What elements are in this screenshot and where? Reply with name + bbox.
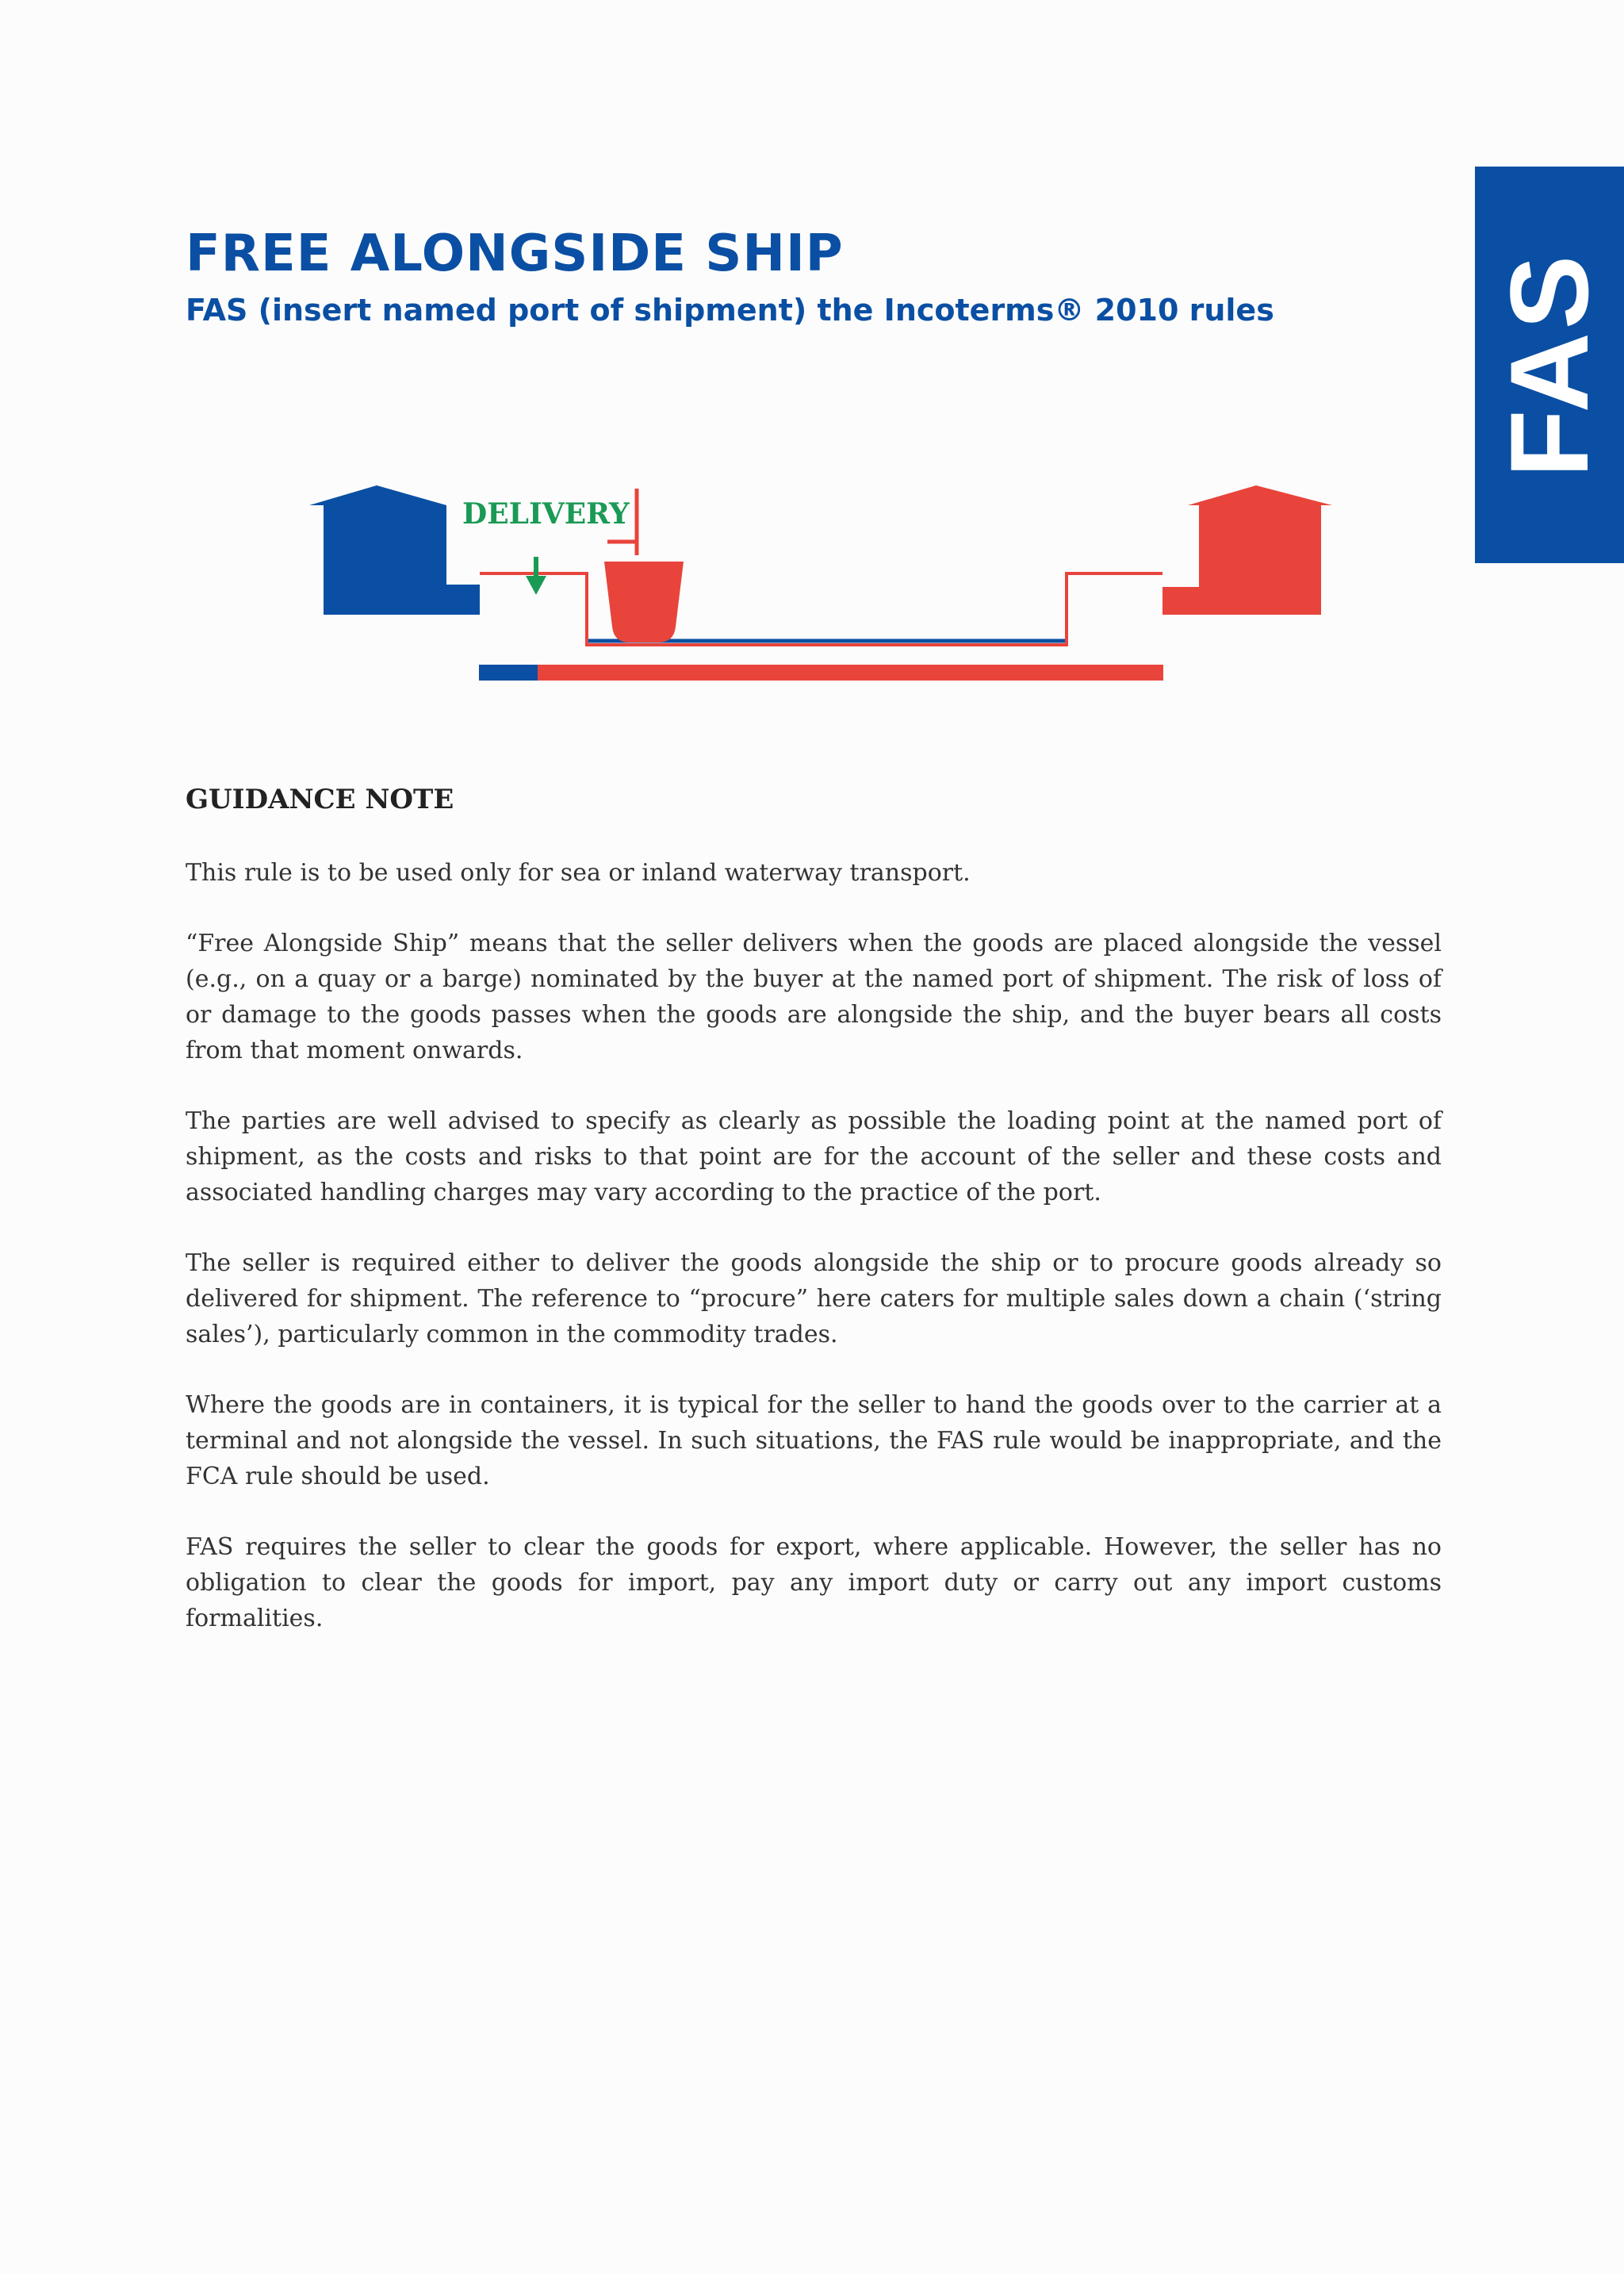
delivery-label: DELIVERY (462, 497, 630, 531)
page-title: FREE ALONGSIDE SHIP (186, 224, 844, 283)
seller-risk-bar (479, 665, 538, 681)
guidance-body (186, 855, 1442, 1671)
seller-warehouse-icon (309, 485, 480, 615)
paragraph: FAS requires the seller to clear the goods for export, where applicable. However, the seller has no obligation to clear the goods for import, pay any import duty or carry out any import customs formalities. (186, 1533, 1442, 1632)
page-subtitle: FAS (insert named port of shipment) the Incoterms® 2010 rules (186, 293, 1274, 328)
side-tab (1475, 167, 1624, 563)
paragraph: The seller is required either to deliver the goods alongside the ship or to procure goods already so delivered for shipment. The reference to “procure” here caters for multiple sales down a chain (‘string sales’), particularly common in the commodity trades. (186, 1249, 1442, 1348)
side-tab-label: FAS (1487, 251, 1611, 478)
quay-line (480, 573, 1162, 645)
buyer-warehouse-icon (1162, 485, 1332, 615)
paragraph: Where the goods are in containers, it is typical for the seller to hand the goods over to the carrier at a terminal and not alongside the vessel. In such situations, the FAS rule would be inappropriate, and the FCA rule should be used. (186, 1391, 1442, 1490)
delivery-diagram (301, 476, 1348, 698)
buyer-risk-bar (538, 665, 1163, 681)
paragraph: “Free Alongside Ship” means that the seller delivers when the goods are placed alongside the vessel (e.g., on a quay or a barge) nominated by the buyer at the named port of shipment. The risk of loss of or damage to the goods passes when the goods are alongside the ship, and the buyer bears all costs from that moment onwards. (186, 930, 1442, 1064)
cargo-container-icon (604, 562, 684, 642)
paragraph: The parties are well advised to specify as clearly as possible the loading point at the named port of shipment, as the costs and risks to that point are for the account of the seller and these costs and associated handling charges may vary according to the practice of the port. (186, 1107, 1442, 1206)
paragraph: This rule is to be used only for sea or inland waterway transport. (186, 859, 971, 887)
section-heading: GUIDANCE NOTE (186, 784, 454, 815)
delivery-arrow-icon (526, 576, 546, 595)
